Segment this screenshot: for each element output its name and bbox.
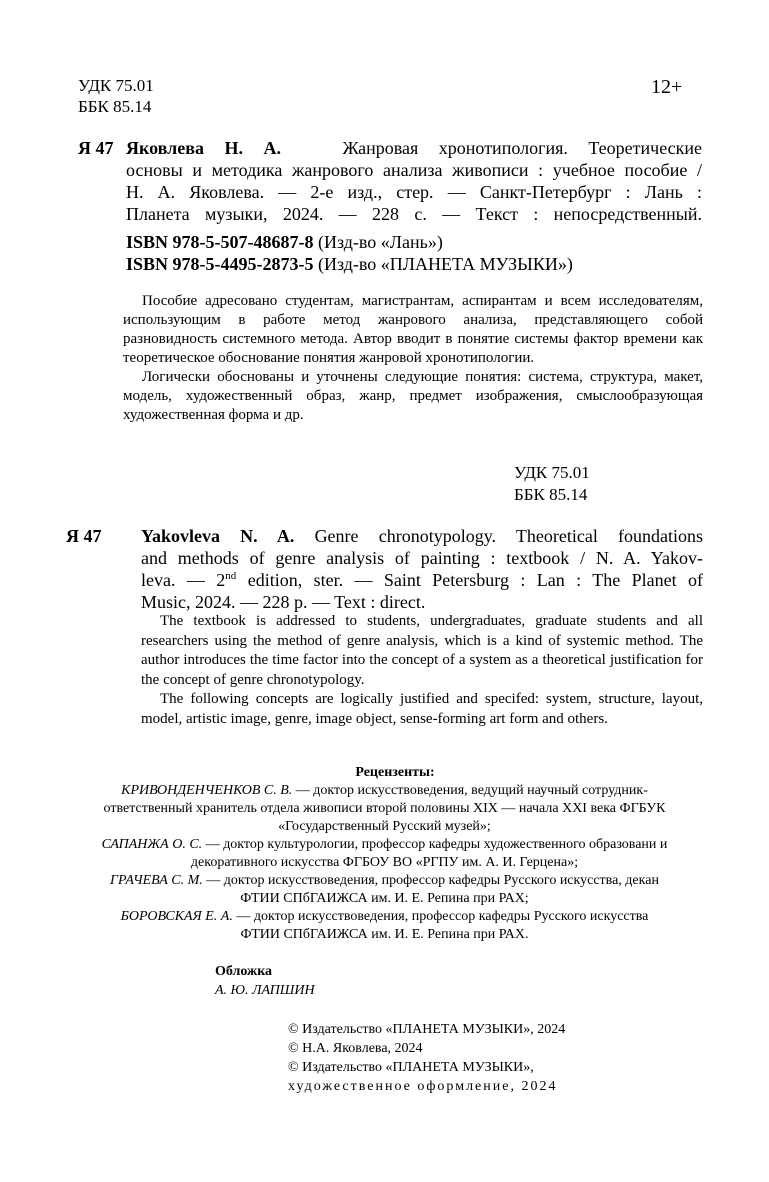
copyright-line-3: © Издательство «ПЛАНЕТА МУЗЫКИ», bbox=[288, 1060, 534, 1075]
copyright-line-4: художественное оформление, 2024 bbox=[288, 1079, 558, 1094]
ru-abstract-paragraph-1: Пособие адресовано студентам, магистрантам, аспирантам и всем исследователям, использующим в работе метод жанрового анализа, представляющего собой разновидность системного метода. Автор вводит в понятие системы фактор времени как теоретическое обоснование понятия жанровой хронотипологии. bbox=[123, 293, 703, 366]
ru-bbk: ББК 85.14 bbox=[514, 485, 588, 504]
cover-heading: Обложка bbox=[215, 964, 273, 979]
ru-record-line-2: основы и методика жанрового анализа живописи : учебное пособие / bbox=[126, 160, 702, 180]
isbn-1-number: ISBN 978-5-507-48687-8 bbox=[126, 232, 314, 252]
en-record-line-4: Music, 2024. — 228 p. — Text : direct. bbox=[141, 592, 426, 612]
en-abstract-paragraph-1: The textbook is addressed to students, undergraduates, graduate students and all researchers using the method of genre analysis, which is a kind of systemic method. The author introduces the time factor into the concept of a system as a theoretical justification for the concept of genre chronotypology. bbox=[141, 613, 703, 688]
ru-title: Жанровая хронотипология. Теоретические bbox=[342, 138, 702, 158]
reviewers-block bbox=[40, 764, 729, 944]
reviewer-1: КРИВОНДЕНЧЕНКОВ С. В. — доктор искусствоведения, ведущий научный сотрудник- ответственный хранитель отдела живописи второй половины XIX — начала XXI века ФГБУК «Государственный Русский музей»; bbox=[103, 783, 666, 834]
ru-record-line-3: Н. А. Яковлева. — 2-е изд., стер. — Санкт-Петербург : Лань : bbox=[126, 182, 702, 202]
reviewer-4-name: БОРОВСКАЯ Е. А. bbox=[120, 909, 233, 924]
en-record-line-3: leva. — 2nd edition, ster. — Saint Petersburg : Lan : The Planet of bbox=[141, 570, 704, 590]
ru-abstract-paragraph-2: Логически обоснованы и уточнены следующие понятия: система, структура, макет, модель, художественный образ, жанр, предмет изображения, смыслообразующая художественная форма и др. bbox=[123, 369, 703, 423]
copyright-line-2: © Н.А. Яковлева, 2024 bbox=[288, 1041, 423, 1056]
ru-udk: УДК 75.01 bbox=[514, 463, 590, 482]
age-rating-badge: 12+ bbox=[651, 76, 683, 98]
ru-bibliographic-record bbox=[126, 137, 702, 225]
reviewer-4: БОРОВСКАЯ Е. А. — доктор искусствоведения, профессор кафедры Русского искусства ФТИИ СПбГАИЖСА им. И. Е. Репина при РАХ. bbox=[120, 909, 649, 942]
en-author: Yakovleva N. A. bbox=[141, 526, 295, 546]
isbn-2-number: ISBN 978-5-4495-2873-5 bbox=[126, 254, 314, 274]
ru-record-line-4: Планета музыки, 2024. — 228 с. — Текст : непосредственный. bbox=[126, 204, 702, 224]
en-shelf-mark: Я 47 bbox=[66, 526, 102, 546]
ru-abstract bbox=[123, 292, 703, 425]
cover-designer: А. Ю. ЛАПШИН bbox=[215, 983, 315, 998]
reviewer-3: ГРАЧЕВА С. М. — доктор искусствоведения, профессор кафедры Русского искусства, декан ФТИИ СПбГАИЖСА им. И. Е. Репина при РАХ; bbox=[110, 873, 659, 906]
reviewers-heading: Рецензенты: bbox=[355, 765, 435, 780]
reviewer-2-name: САПАНЖА О. С. bbox=[101, 837, 203, 852]
header-bbk: ББК 85.14 bbox=[78, 97, 152, 116]
en-bibliographic-record bbox=[141, 525, 703, 613]
reviewer-1-name: КРИВОНДЕНЧЕНКОВ С. В. bbox=[121, 783, 293, 798]
ru-isbn-1 bbox=[126, 231, 443, 253]
reviewer-2: САПАНЖА О. С. — доктор культурологии, профессор кафедры художественного образовани и декоративного искусства ФГБОУ ВО «РГПУ им. А. И. Герцена»; bbox=[101, 837, 668, 870]
header-udk: УДК 75.01 bbox=[78, 76, 154, 95]
ru-isbn-2 bbox=[126, 253, 573, 275]
isbn-1-publisher: (Изд-во «Лань») bbox=[318, 232, 443, 252]
en-record-line-2: and methods of genre analysis of painting : textbook / N. A. Yakov- bbox=[141, 548, 703, 568]
ru-author: Яковлева Н. А. bbox=[126, 138, 281, 158]
en-title: Genre chronotypology. Theoretical foundations bbox=[314, 526, 704, 546]
copyright-block bbox=[288, 1020, 565, 1096]
copyright-line-1: © Издательство «ПЛАНЕТА МУЗЫКИ», 2024 bbox=[288, 1022, 566, 1037]
en-abstract bbox=[141, 612, 703, 729]
reviewer-3-name: ГРАЧЕВА С. М. bbox=[110, 873, 203, 888]
ru-shelf-mark: Я 47 bbox=[78, 138, 114, 158]
isbn-2-publisher: (Изд-во «ПЛАНЕТА МУЗЫКИ») bbox=[318, 254, 573, 274]
en-abstract-paragraph-2: The following concepts are logically justified and specifed: system, structure, layout, model, artistic image, genre, image object, sense-forming art form and others. bbox=[141, 691, 703, 727]
